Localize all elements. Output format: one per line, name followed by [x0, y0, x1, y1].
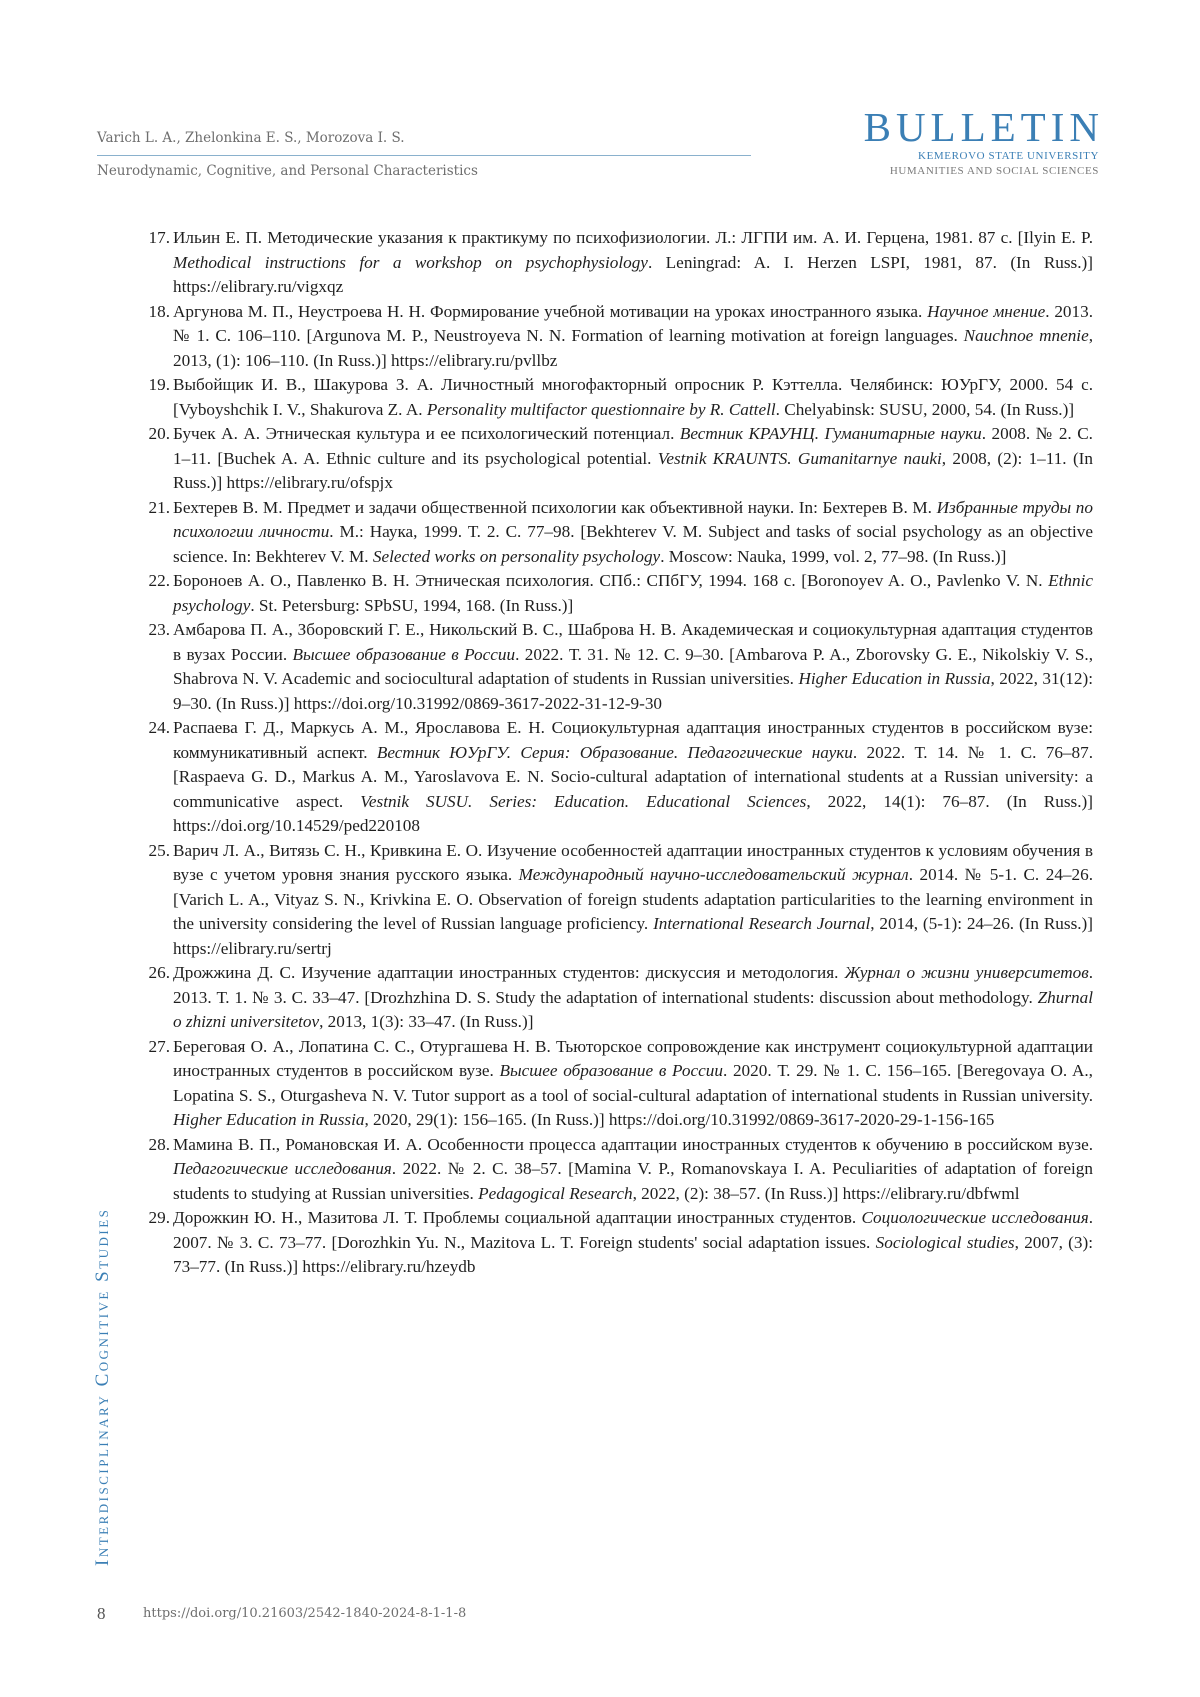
reference-number: 29. [148, 1208, 170, 1227]
reference-source-italic: Higher Education in Russia [173, 1110, 365, 1129]
reference-source-italic: Высшее образование в России [499, 1061, 723, 1080]
reference-text: Бучек А. А. Этническая культура и ее психологический потенциал. [173, 424, 680, 443]
reference-item [143, 496, 1093, 570]
reference-item [143, 1035, 1093, 1133]
reference-text: . 2007. № 3. С. 73–77. [Dorozhkin Yu. N., Mazitova L. T. Foreign students' social adaptation issues. [173, 1208, 1093, 1252]
reference-source-italic: Журнал о жизни университетов [844, 963, 1089, 982]
reference-number: 26. [148, 963, 170, 982]
reference-source-italic: Nauchnoe mnenie [963, 326, 1089, 345]
reference-text: . St. Petersburg: SPbSU, 1994, 168. (In Russ.)] [250, 595, 574, 615]
reference-text: Бехтерев В. М. Предмет и задачи общественной психологии как объективной науки. In: Бехтерев В. М. [173, 497, 937, 517]
reference-text: , 2020, 29(1): 156–165. (In Russ.)] https://doi.org/10.31992/0869-3617-2020-29-1-156-165 [364, 1110, 995, 1129]
reference-source-italic: Избранные труды по психологии личности [173, 497, 1093, 541]
header-divider [97, 155, 751, 156]
reference-source-italic: Социологические исследования [861, 1208, 1089, 1227]
logo-university: KEMEROVO STATE UNIVERSITY [918, 150, 1099, 162]
reference-text: . 2013. № 1. С. 106–110. [Argunova M. P., Neustroyeva N. N. Formation of learning motivation at foreign languages. [173, 301, 1093, 345]
reference-text: Дрожжина Д. С. Изучение адаптации иностранных студентов: дискуссия и методология. [173, 963, 845, 982]
reference-source-italic: Selected works on personality psychology [372, 546, 661, 566]
reference-text: Распаева Г. Д., Маркусь А. М., Ярославова Е. Н. Социокультурная адаптация иностранных студентов в российском вузе: коммуникативный аспект. [173, 718, 1093, 762]
reference-text: , 2013, (1): 106–110. (In Russ.)] https://elibrary.ru/pvllbz [173, 326, 1094, 370]
reference-source-italic: Ethnic psychology [173, 571, 1093, 615]
reference-source-italic: Вестник ЮУрГУ. Серия: Образование. Педагогические науки [376, 742, 853, 762]
reference-text: . 2020. Т. 29. № 1. С. 156–165. [Beregovaya O. A., Lopatina S. S., Oturgasheva N. V. Tutor support as a tool of social-cultural adaptation of international students in Russian university. [173, 1061, 1093, 1105]
reference-source-italic: Vestnik SUSU. Series: Education. Educational Sciences [360, 791, 807, 811]
reference-text: , 2008, (2): 1–11. (In Russ.)] https://elibrary.ru/ofspjx [173, 448, 1093, 492]
reference-item [143, 716, 1093, 839]
reference-text: Береговая О. А., Лопатина С. С., Отургашева Н. В. Тьюторское сопровождение как инструмент социокультурной адаптации иностранных студентов в российском вузе. [173, 1036, 1093, 1080]
reference-text: , 2022, 31(12): 9–30. (In Russ.)] https://doi.org/10.31992/0869-3617-2022-31-12-9-30 [173, 669, 1093, 713]
reference-text: Ильин Е. П. Методические указания к практикуму по психофизиологии. Л.: ЛГПИ им. А. И. Герцена, 1981. 87 с. [Ilyin E. P. [173, 228, 1093, 247]
reference-source-italic: Personality multifactor questionnaire by R. Cattell [426, 399, 776, 419]
reference-source-italic: Педагогические исследования [173, 1159, 392, 1178]
reference-number: 17. [148, 228, 170, 247]
reference-text: Бороноев А. О., Павленко В. Н. Этническая психология. СПб.: СПбГУ, 1994. 168 с. [Boronoyev A. O., Pavlenko V. N. [173, 571, 1049, 590]
reference-text: , 2022, (2): 38–57. (In Russ.)] https://elibrary.ru/dbfwml [632, 1183, 1020, 1203]
journal-logo [839, 104, 1104, 178]
reference-text: Дорожкин Ю. Н., Мазитова Л. Т. Проблемы социальной адаптации иностранных студентов. [173, 1208, 862, 1227]
reference-source-italic: Zhurnal o zhizni universitetov [173, 987, 1093, 1031]
reference-number: 19. [148, 375, 170, 394]
reference-text: , 2007, (3): 73–77. (In Russ.)] https://elibrary.ru/hzeydb [173, 1232, 1093, 1276]
reference-source-italic: Вестник КРАУНЦ. Гуманитарные науки [679, 424, 982, 443]
reference-source-italic: Higher Education in Russia [798, 669, 991, 688]
reference-source-italic: Научное мнение [927, 301, 1046, 321]
reference-text: . Leningrad: A. I. Herzen LSPI, 1981, 87. (In Russ.)] https://elibrary.ru/vigxqz [173, 252, 1093, 296]
reference-text: , 2013, 1(3): 33–47. (In Russ.)] [319, 1012, 534, 1031]
reference-text: . 2013. Т. 1. № 3. С. 33–47. [Drozhzhina D. S. Study the adaptation of international students: discussion about methodology. [173, 963, 1093, 1007]
page-number: 8 [97, 1604, 106, 1623]
header-article-title: Neurodynamic, Cognitive, and Personal Characteristics [97, 163, 478, 179]
reference-number: 18. [148, 301, 170, 321]
reference-text: . М.: Наука, 1999. Т. 2. С. 77–98. [Bekhterev V. M. Subject and tasks of social psychology as an objective science. In: Bekhterev V. M. [173, 522, 1094, 566]
reference-text: Варич Л. А., Витязь С. Н., Кривкина Е. О. Изучение особенностей адаптации иностранных студентов к условиям обучения в вузе с учетом уровня знания русского языка. [173, 840, 1093, 884]
reference-number: 23. [148, 620, 170, 639]
reference-text: . 2022. Т. 31. № 12. С. 9–30. [Ambarova P. A., Zborovsky G. E., Nikolskiy V. S., Shabrova N. V. Academic and sociocultural adaptation of students in Russian universities. [173, 644, 1093, 688]
reference-number: 21. [148, 497, 170, 517]
reference-item [143, 300, 1093, 374]
reference-text: Мамина В. П., Романовская И. А. Особенности процесса адаптации иностранных студентов к обучению в российском вузе. [173, 1134, 1093, 1154]
reference-item [143, 961, 1093, 1035]
reference-number: 22. [148, 571, 170, 590]
reference-item [143, 226, 1093, 300]
reference-source-italic: Pedagogical Research [478, 1183, 633, 1203]
reference-item [143, 1133, 1093, 1207]
reference-list [143, 226, 1093, 1280]
reference-text: . Chelyabinsk: SUSU, 2000, 54. (In Russ.)] [775, 399, 1075, 419]
reference-item [143, 373, 1093, 422]
reference-text: , 2022, 14(1): 76–87. (In Russ.)] https://doi.org/10.14529/ped220108 [173, 791, 1093, 835]
logo-section: HUMANITIES AND SOCIAL SCIENCES [889, 165, 1099, 177]
reference-number: 20. [148, 424, 170, 443]
reference-item [143, 618, 1093, 716]
reference-number: 24. [148, 718, 170, 737]
reference-source-italic: Sociological studies [875, 1232, 1015, 1252]
reference-text: Выбойщик И. В., Шакурова З. А. Личностный многофакторный опросник Р. Кэттелла. Челябинск: ЮУрГУ, 2000. 54 с. [Vyboyshchik I. V., Shakurova Z. A. [173, 375, 1093, 419]
reference-number: 25. [148, 840, 170, 860]
reference-item [143, 839, 1093, 962]
reference-text: . 2008. № 2. С. 1–11. [Buchek A. A. Ethnic culture and its psychological potential. [173, 424, 1093, 468]
reference-item [143, 422, 1093, 496]
reference-text: . 2022. Т. 14. № 1. С. 76–87. [Raspaeva G. D., Markus A. M., Yaroslavova E. N. Socio-cultural adaptation of international students at a Russian university: a communicative aspect. [173, 742, 1093, 811]
reference-text: , 2014, (5-1): 24–26. (In Russ.)] https://elibrary.ru/sertrj [173, 914, 1093, 958]
reference-text: Амбарова П. А., Зборовский Г. Е., Никольский В. С., Шаброва Н. В. Академическая и социокультурная адаптация студентов в вузах России. [173, 620, 1093, 664]
reference-text: Аргунова М. П., Неустроева Н. Н. Формирование учебной мотивации на уроках иностранного языка. [173, 301, 928, 321]
reference-source-italic: Международный научно-исследовательский журнал [518, 865, 909, 884]
reference-source-italic: Vestnik KRAUNTS. Gumanitarnye nauki [657, 448, 942, 468]
reference-source-italic: Высшее образование в России [292, 644, 516, 664]
reference-item [143, 1206, 1093, 1280]
reference-source-italic: Methodical instructions for a workshop on psychophysiology [173, 252, 648, 272]
reference-text: . Moscow: Nauka, 1999, vol. 2, 77–98. (In Russ.)] [660, 546, 1007, 566]
reference-number: 28. [148, 1134, 170, 1154]
reference-number: 27. [148, 1036, 170, 1056]
header-authors: Varich L. A., Zhelonkina E. S., Morozova I. S. [97, 130, 405, 146]
reference-source-italic: International Research Journal [653, 914, 871, 933]
reference-text: . 2014. № 5-1. С. 24–26. [Varich L. A., Vityaz S. N., Krivkina E. O. Observation of foreign students adaptation particularities to the learning environment in the university considering the level of Russian language proficiency. [173, 865, 1093, 933]
reference-text: . 2022. № 2. С. 38–57. [Mamina V. P., Romanovskaya I. A. Peculiarities of adaptation of foreign students to studying at Russian universities. [173, 1159, 1093, 1203]
journal-side-title: Interdisciplinary Cognitive Studies [92, 1207, 113, 1566]
logo-wordmark: BULLETIN [863, 104, 1104, 150]
footer-doi-link[interactable]: https://doi.org/10.21603/2542-1840-2024-8-1-1-8 [143, 1606, 467, 1621]
reference-item [143, 569, 1093, 618]
